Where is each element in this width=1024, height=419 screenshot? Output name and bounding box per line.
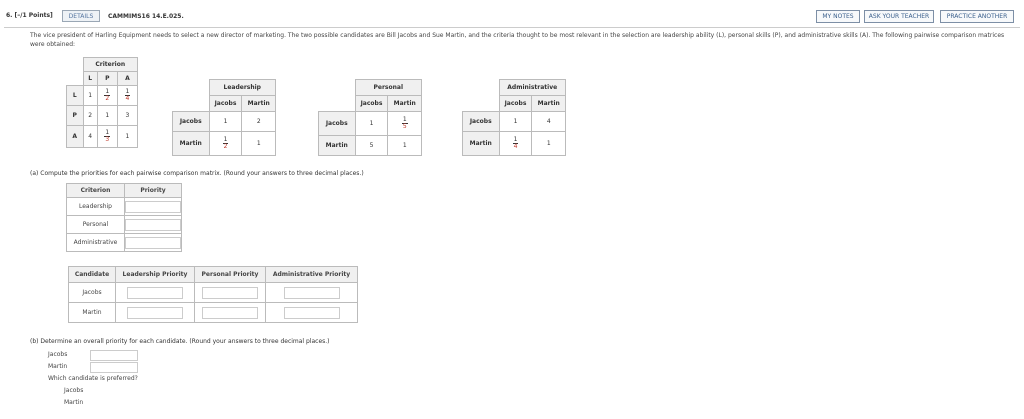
jacobs-administrative-input[interactable]	[284, 287, 340, 299]
table-header: Administrative Priority	[266, 267, 358, 283]
cell: $\frac{1}{5}$	[388, 112, 422, 136]
answer-cell	[266, 283, 358, 303]
martin-overall-input[interactable]	[90, 362, 138, 373]
table-header: Candidate	[69, 267, 116, 283]
col-header: Jacobs	[499, 96, 532, 112]
martin-overall-label: Martin	[48, 363, 68, 370]
cell: 1	[355, 112, 388, 136]
col-header: Martin	[532, 96, 566, 112]
cell: $\frac{1}{4}$	[499, 132, 532, 156]
practice-another-button[interactable]: PRACTICE ANOTHER	[940, 10, 1014, 23]
col-header: Jacobs	[209, 96, 242, 112]
row-header: Martin	[173, 132, 210, 156]
row-label: Jacobs	[69, 283, 116, 303]
row-header: Jacobs	[463, 112, 500, 132]
option-jacobs[interactable]: Jacobs	[64, 387, 84, 394]
jacobs-personal-input[interactable]	[202, 287, 258, 299]
col-header: P	[97, 72, 117, 86]
cell: 1	[242, 132, 276, 156]
header-divider	[4, 27, 1020, 28]
row-label: Personal	[67, 216, 125, 234]
row-header: Jacobs	[173, 112, 210, 132]
leadership-matrix	[172, 79, 276, 156]
my-notes-button[interactable]: MY NOTES	[816, 10, 860, 23]
martin-leadership-input[interactable]	[127, 307, 183, 319]
cell: $\frac{1}{2}$	[209, 132, 242, 156]
answer-cell	[195, 303, 266, 323]
row-header: Jacobs	[319, 112, 356, 136]
martin-personal-input[interactable]	[202, 307, 258, 319]
col-header: A	[117, 72, 137, 86]
cell: 1	[499, 112, 532, 132]
cell: 1	[209, 112, 242, 132]
cell: 1	[117, 126, 137, 148]
ask-teacher-button[interactable]: ASK YOUR TEACHER	[864, 10, 934, 23]
table-header: Criterion	[67, 184, 125, 198]
cell: $\frac{1}{2}$	[97, 86, 117, 106]
answer-cell	[116, 303, 195, 323]
cell: 2	[83, 106, 97, 126]
row-label: Leadership	[67, 198, 125, 216]
administrative-priority-input[interactable]	[125, 237, 181, 249]
answer-cell	[266, 303, 358, 323]
cell: 2	[242, 112, 276, 132]
row-header: L	[67, 86, 84, 106]
col-header: L	[83, 72, 97, 86]
candidate-priority-table	[68, 266, 358, 323]
part-a-prompt: (a) Compute the priorities for each pairwise comparison matrix. (Round your answers to three decimal places.)	[30, 170, 364, 177]
jacobs-overall-label: Jacobs	[48, 351, 68, 358]
answer-cell	[125, 216, 182, 234]
cell: 4	[532, 112, 566, 132]
criterion-matrix	[66, 57, 138, 148]
cell: 4	[83, 126, 97, 148]
row-label: Martin	[69, 303, 116, 323]
problem-statement: The vice president of Harling Equipment needs to select a new director of marketing. The two possible candidates are Bill Jacobs and Sue Martin, and the criteria thought to be most relevant in the selection are leadership ability (L), personal skills (P), and administrative skills (A). The following pairwise comparison matrices were obtained:	[30, 32, 1005, 48]
option-martin[interactable]: Martin	[64, 399, 84, 406]
personal-priority-input[interactable]	[125, 219, 181, 231]
answer-cell	[116, 283, 195, 303]
row-header: A	[67, 126, 84, 148]
answer-cell	[195, 283, 266, 303]
col-header: Jacobs	[355, 96, 388, 112]
cell: 1	[388, 136, 422, 156]
cell: 1	[83, 86, 97, 106]
personal-matrix	[318, 79, 422, 156]
row-header: Martin	[319, 136, 356, 156]
row-label: Administrative	[67, 234, 125, 252]
answer-cell	[125, 234, 182, 252]
administrative-matrix	[462, 79, 566, 156]
row-header: Martin	[463, 132, 500, 156]
table-header: Personal Priority	[195, 267, 266, 283]
cell: 1	[532, 132, 566, 156]
cell: $\frac{1}{4}$	[117, 86, 137, 106]
leadership-priority-input[interactable]	[125, 201, 181, 213]
martin-administrative-input[interactable]	[284, 307, 340, 319]
question-code: CAMMIMS16 14.E.025.	[108, 13, 184, 20]
part-b-prompt: (b) Determine an overall priority for each candidate. (Round your answers to three decimal places.)	[30, 338, 330, 345]
matrix-title: Personal	[355, 80, 422, 96]
preferred-question: Which candidate is preferred?	[48, 375, 138, 382]
table-header: Priority	[125, 184, 182, 198]
question-points: 6. [–/1 Points]	[6, 12, 53, 19]
cell: 5	[355, 136, 388, 156]
cell: 1	[97, 106, 117, 126]
criterion-priority-table	[66, 183, 182, 252]
answer-cell	[125, 198, 182, 216]
criterion-title: Criterion	[83, 58, 138, 72]
row-header: P	[67, 106, 84, 126]
col-header: Martin	[388, 96, 422, 112]
jacobs-leadership-input[interactable]	[127, 287, 183, 299]
col-header: Martin	[242, 96, 276, 112]
cell: $\frac{1}{3}$	[97, 126, 117, 148]
matrix-title: Leadership	[209, 80, 276, 96]
cell: 3	[117, 106, 137, 126]
matrix-title: Administrative	[499, 80, 566, 96]
table-header: Leadership Priority	[116, 267, 195, 283]
jacobs-overall-input[interactable]	[90, 350, 138, 361]
details-button[interactable]: DETAILS	[62, 10, 100, 22]
